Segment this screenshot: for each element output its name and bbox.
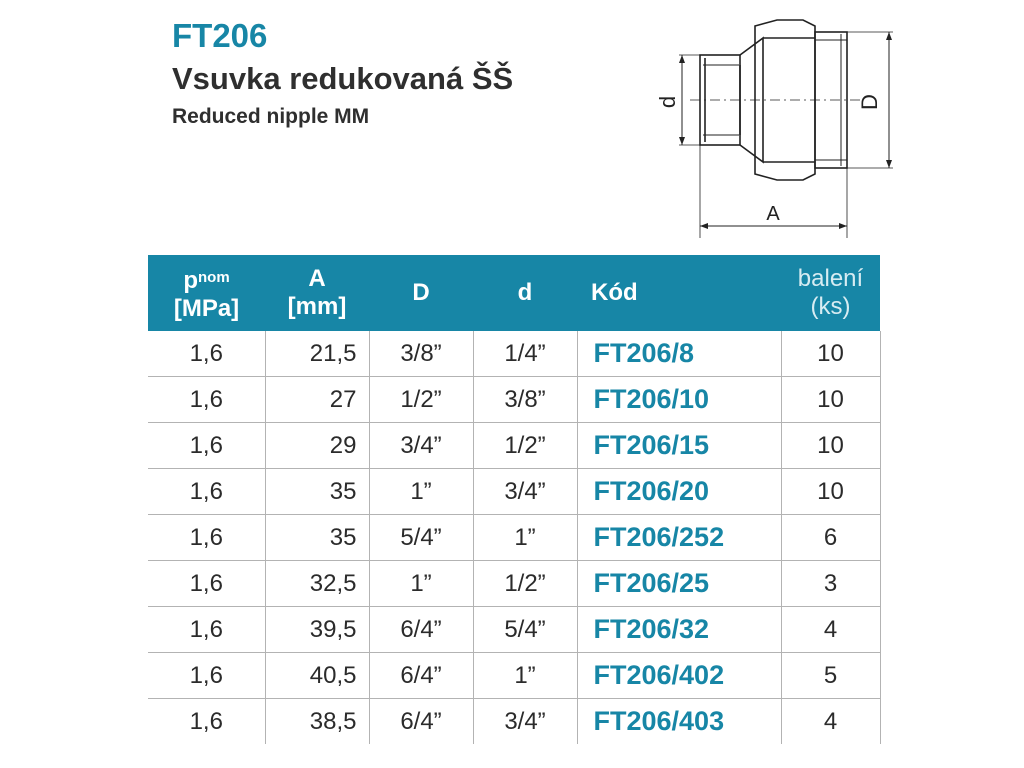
cell-code: FT206/10 [577, 377, 781, 423]
table-row [148, 515, 880, 561]
header-pressure-unit: [MPa] [173, 294, 240, 322]
header-length-a [265, 255, 369, 331]
cell-package: 10 [781, 331, 880, 377]
cell-large-thread: 1/2” [369, 377, 473, 423]
header-a-unit: [mm] [287, 293, 347, 320]
product-code-title: FT206 [172, 17, 268, 54]
cell-code: FT206/32 [577, 607, 781, 653]
cell-code: FT206/252 [577, 515, 781, 561]
cell-large-thread: 3/4” [369, 423, 473, 469]
table-row [148, 377, 880, 423]
reduced-nipple-drawing [655, 10, 900, 245]
cell-small-thread: 1/2” [473, 423, 577, 469]
cell-large-thread: 6/4” [369, 653, 473, 699]
cell-package: 4 [781, 699, 880, 745]
cell-pressure: 1,6 [148, 515, 265, 561]
table-row [148, 469, 880, 515]
dimension-label-D: D [857, 94, 882, 110]
cell-length-a: 27 [265, 377, 369, 423]
cell-large-thread: 1” [369, 561, 473, 607]
cell-pressure: 1,6 [148, 607, 265, 653]
cell-small-thread: 3/8” [473, 377, 577, 423]
cell-small-thread: 1” [473, 653, 577, 699]
cell-length-a: 38,5 [265, 699, 369, 745]
cell-small-thread: 3/4” [473, 699, 577, 745]
header-a-main: A [308, 265, 326, 292]
table-row [148, 561, 880, 607]
table-header-row [148, 255, 880, 331]
dimension-label-d: d [655, 95, 680, 109]
dimension-label-A: A [766, 203, 780, 225]
header-pressure-sub: nom [198, 268, 230, 286]
cell-pressure: 1,6 [148, 331, 265, 377]
cell-package: 3 [781, 561, 880, 607]
table-row [148, 699, 880, 745]
cell-length-a: 35 [265, 469, 369, 515]
cell-package: 5 [781, 653, 880, 699]
cell-small-thread: 1/4” [473, 331, 577, 377]
header-package-unit: (ks) [810, 293, 851, 320]
cell-pressure: 1,6 [148, 377, 265, 423]
specification-table [148, 255, 881, 744]
table-row [148, 331, 880, 377]
cell-package: 6 [781, 515, 880, 561]
product-name-czech: Vsuvka redukovaná ŠŠ [172, 61, 514, 96]
cell-small-thread: 1/2” [473, 561, 577, 607]
cell-pressure: 1,6 [148, 653, 265, 699]
cell-length-a: 35 [265, 515, 369, 561]
header-small-thread: d [473, 255, 577, 331]
cell-package: 4 [781, 607, 880, 653]
header-pressure-main: p [183, 266, 198, 294]
cell-length-a: 32,5 [265, 561, 369, 607]
header-pressure [148, 255, 265, 331]
header-package [781, 255, 880, 331]
cell-code: FT206/8 [577, 331, 781, 377]
header-package-label: balení [797, 265, 864, 292]
product-header [172, 18, 513, 130]
cell-length-a: 21,5 [265, 331, 369, 377]
cell-code: FT206/403 [577, 699, 781, 745]
cell-pressure: 1,6 [148, 423, 265, 469]
cell-small-thread: 5/4” [473, 607, 577, 653]
cell-small-thread: 1” [473, 515, 577, 561]
cell-large-thread: 5/4” [369, 515, 473, 561]
cell-package: 10 [781, 377, 880, 423]
table-row [148, 653, 880, 699]
cell-code: FT206/402 [577, 653, 781, 699]
cell-package: 10 [781, 469, 880, 515]
cell-small-thread: 3/4” [473, 469, 577, 515]
cell-large-thread: 6/4” [369, 699, 473, 745]
cell-length-a: 39,5 [265, 607, 369, 653]
table-row [148, 423, 880, 469]
cell-pressure: 1,6 [148, 699, 265, 745]
cell-code: FT206/20 [577, 469, 781, 515]
header-code: Kód [577, 255, 781, 331]
cell-large-thread: 1” [369, 469, 473, 515]
cell-pressure: 1,6 [148, 561, 265, 607]
cell-code: FT206/25 [577, 561, 781, 607]
cell-pressure: 1,6 [148, 469, 265, 515]
header-large-thread: D [369, 255, 473, 331]
cell-large-thread: 6/4” [369, 607, 473, 653]
cell-code: FT206/15 [577, 423, 781, 469]
cell-length-a: 29 [265, 423, 369, 469]
table-row [148, 607, 880, 653]
product-name-english: Reduced nipple MM [172, 105, 370, 128]
cell-package: 10 [781, 423, 880, 469]
cell-length-a: 40,5 [265, 653, 369, 699]
cell-large-thread: 3/8” [369, 331, 473, 377]
